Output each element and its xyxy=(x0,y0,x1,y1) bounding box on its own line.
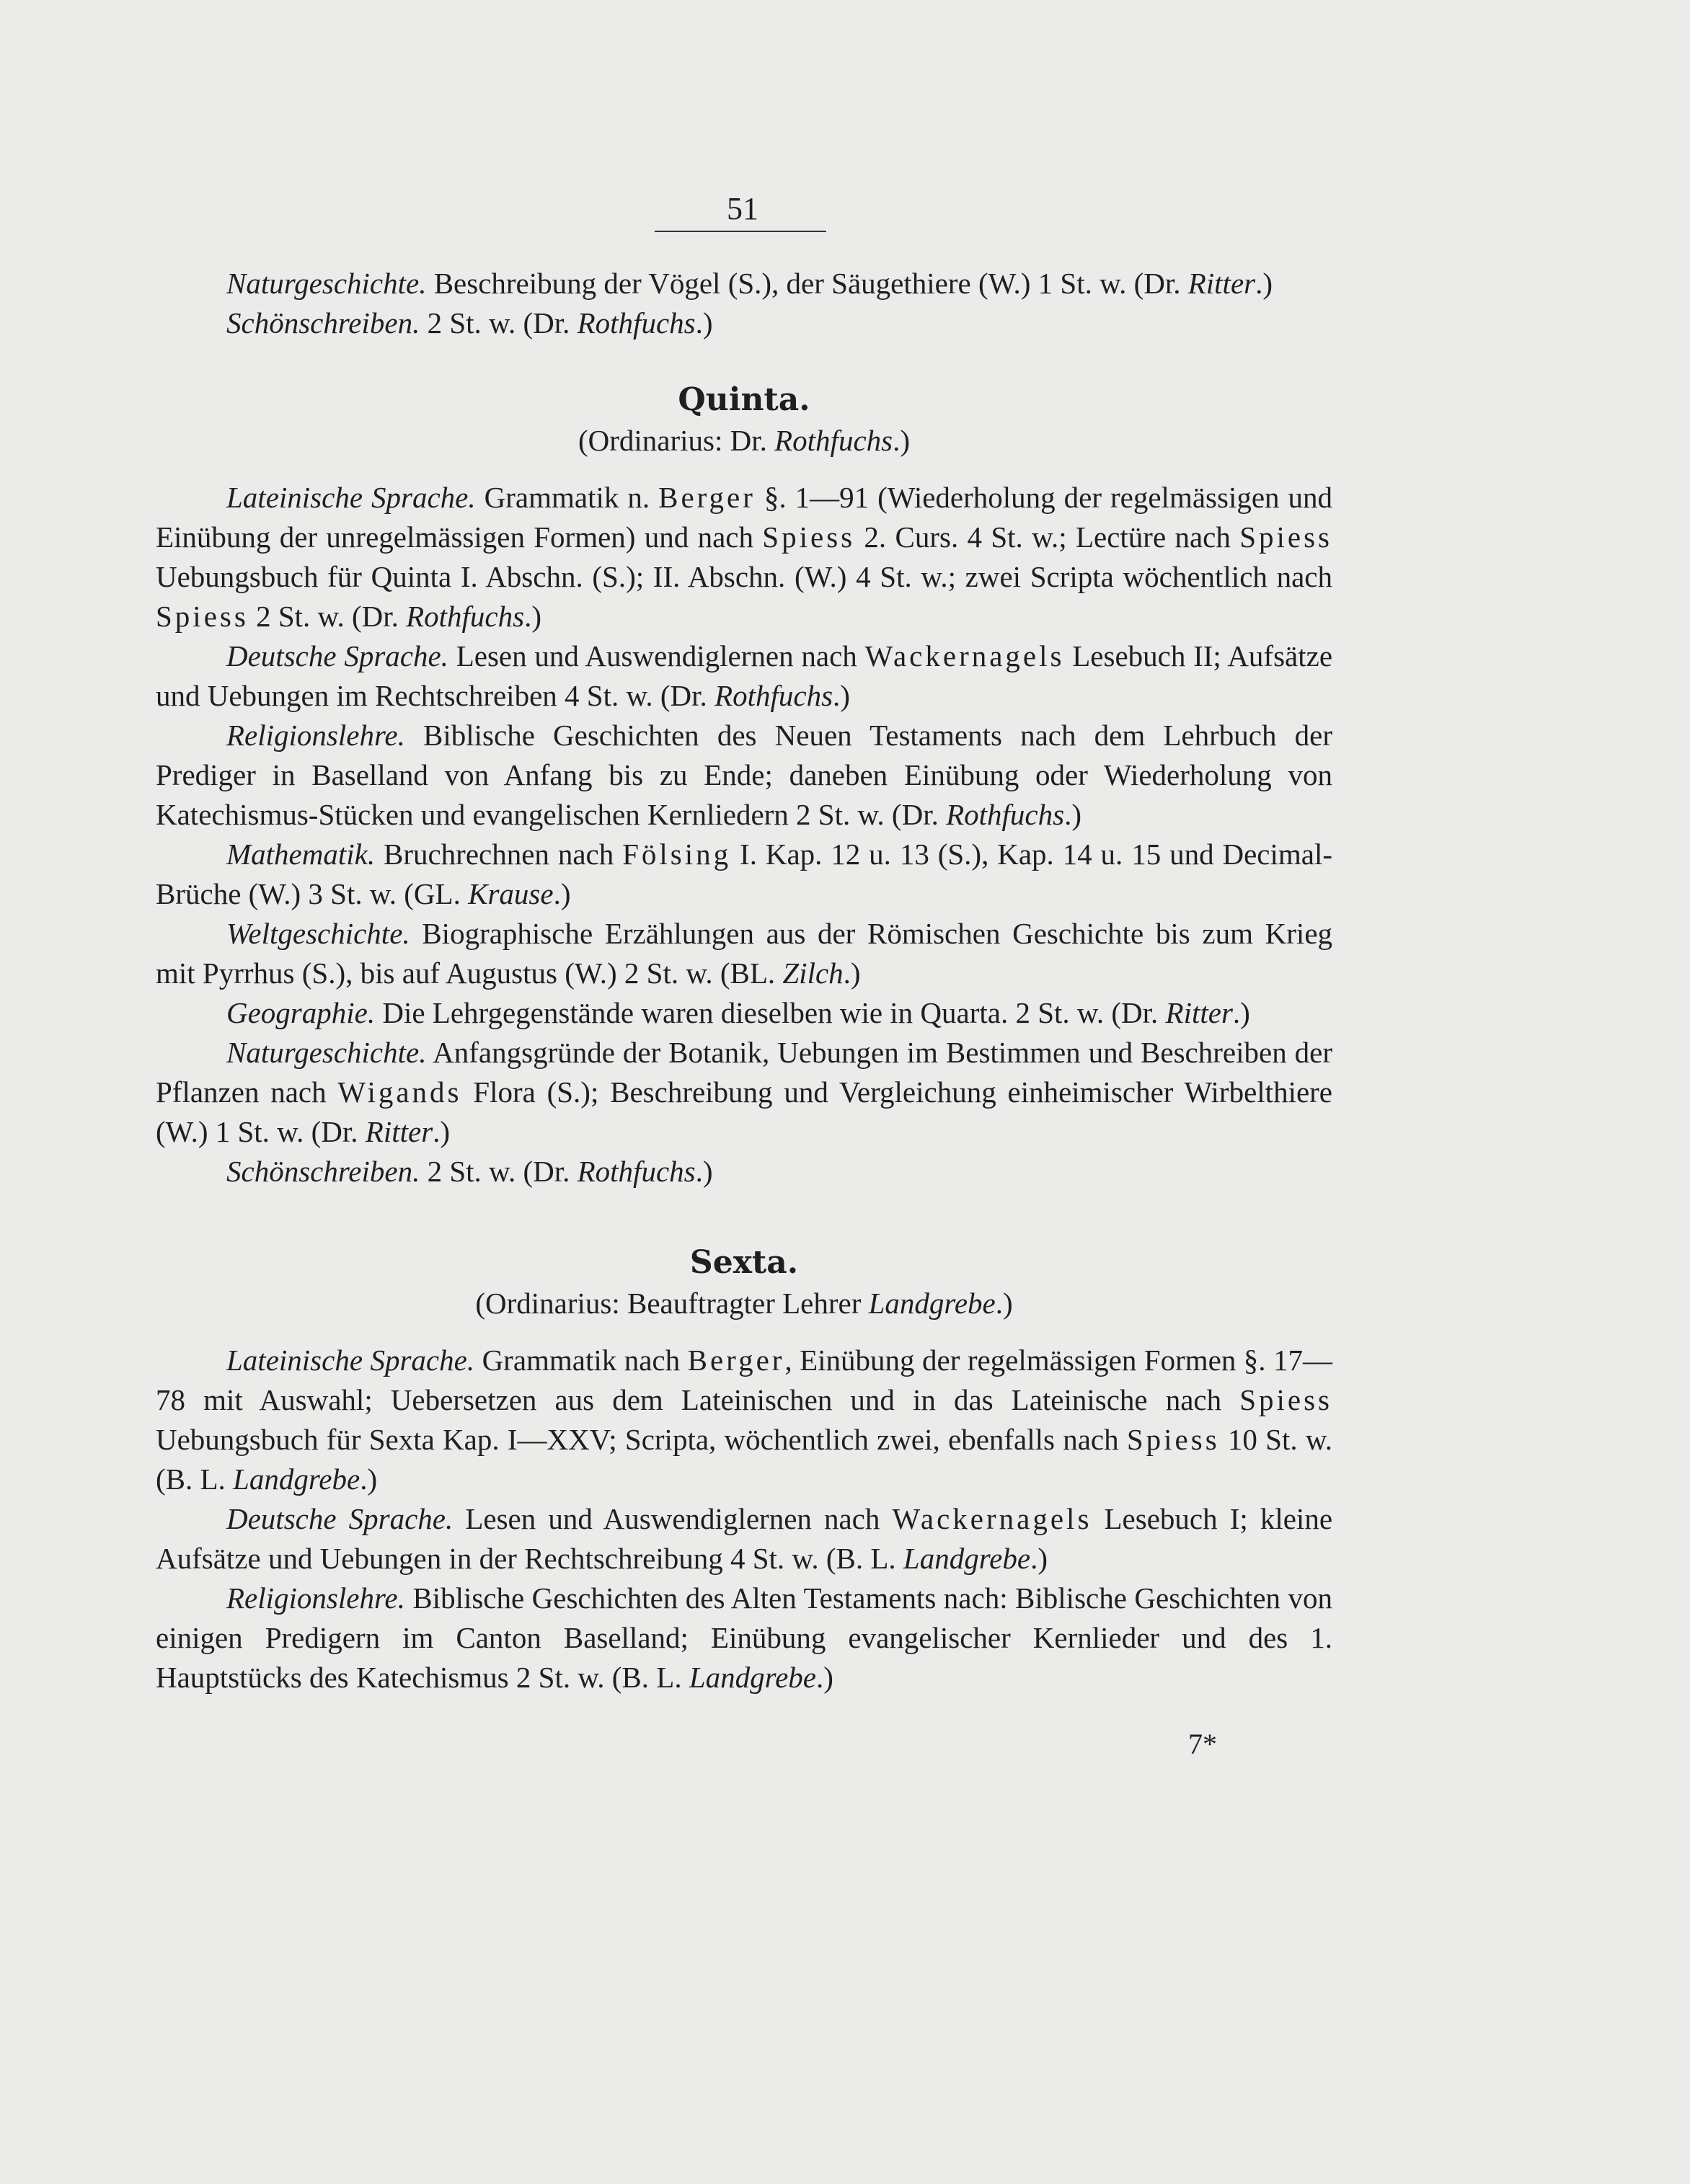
paragraph-deutsch-sexta: Deutsche Sprache. Lesen und Auswendiglernen nach Wackernagels Lesebuch I; kleine Aufsätze und Uebungen in der Rechtschreibung 4 St. w. (B. L. Landgrebe.) xyxy=(156,1502,1333,1575)
subject-label: Deutsche Sprache. xyxy=(226,1502,454,1535)
subject-label: Geographie. xyxy=(226,996,376,1029)
section-heading-sexta: Sexta. xyxy=(689,1244,799,1281)
subject-label: Lateinische Sprache. xyxy=(226,1344,475,1377)
paragraph-religion-sexta: Religionslehre. Biblische Geschichten des Alten Testaments nach: Biblische Geschichten von einigen Predigern im Canton Baselland; Einübung evangelischer Kernlieder und des 1. Hauptstücks des Katechismus 2 St. w. (B. L. Landgrebe.) xyxy=(156,1581,1333,1694)
subject-label: Lateinische Sprache. xyxy=(226,481,476,514)
paragraph-geographie-quinta: Geographie. Die Lehrgegenstände waren dieselben wie in Quarta. 2 St. w. (Dr. Ritter.) xyxy=(226,996,1250,1029)
page-number-rule xyxy=(655,231,826,232)
signature-mark: 7* xyxy=(1188,1728,1217,1760)
subject-label: Schönschreiben. xyxy=(226,1155,420,1188)
paragraph-weltgeschichte-quinta: Weltgeschichte. Biographische Erzählungen aus der Römischen Geschichte bis zum Krieg mit Pyrrhus (S.), bis auf Augustus (W.) 2 St. w. (BL. Zilch.) xyxy=(156,917,1333,990)
teacher-name: Landgrebe xyxy=(689,1661,816,1694)
teacher-name: Zilch xyxy=(782,956,844,990)
teacher-name: Rothfuchs xyxy=(577,306,696,339)
paragraph-naturgeschichte-quinta: Naturgeschichte. Anfangsgründe der Botanik, Uebungen im Bestimmen und Beschreiben der Pflanzen nach Wigands Flora (S.); Beschreibung und Vergleichung einheimischer Wirbelthiere (W.) 1 St. w. (Dr. Ritter.) xyxy=(156,1036,1333,1148)
teacher-name: Ritter xyxy=(1187,267,1256,300)
teacher-name: Landgrebe xyxy=(868,1287,996,1320)
ordinarius-sexta: (Ordinarius: Beauftragter Lehrer Landgrebe.) xyxy=(475,1287,1013,1320)
paragraph-deutsch-quinta: Deutsche Sprache. Lesen und Auswendiglernen nach Wackernagels Lesebuch II; Aufsätze und Uebungen im Rechtschreiben 4 St. w. (Dr. Rothfuchs.) xyxy=(156,639,1333,712)
subject-label: Weltgeschichte. xyxy=(226,917,410,950)
teacher-name: Ritter xyxy=(365,1115,433,1148)
subject-label: Naturgeschichte. xyxy=(226,267,427,300)
teacher-name: Rothfuchs xyxy=(774,424,893,457)
subject-label: Naturgeschichte. xyxy=(226,1036,427,1069)
bleed-through-margin xyxy=(1485,86,1673,519)
teacher-name: Rothfuchs xyxy=(406,600,525,633)
subject-label: Religionslehre. xyxy=(226,719,405,752)
subject-label: Mathematik. xyxy=(226,838,376,871)
teacher-name: Ritter xyxy=(1165,996,1233,1029)
page-number: 51 xyxy=(727,191,758,226)
section-heading-quinta: Quinta. xyxy=(678,381,810,418)
paragraph-schoenschreiben-quinta: Schönschreiben. 2 St. w. (Dr. Rothfuchs.) xyxy=(226,1155,713,1188)
teacher-name: Rothfuchs xyxy=(946,798,1065,831)
paragraph-mathematik-quinta: Mathematik. Bruchrechnen nach Fölsing I. Kap. 12 u. 13 (S.), Kap. 14 u. 15 und Decimal-Brüche (W.) 3 St. w. (GL. Krause.) xyxy=(156,838,1332,910)
subject-label: Schönschreiben. xyxy=(226,306,420,339)
paragraph-naturgeschichte-quarta: Naturgeschichte. Beschreibung der Vögel (S.), der Säugethiere (W.) 1 St. w. (Dr. Ritter.) xyxy=(226,267,1273,300)
paragraph-latein-quinta: Lateinische Sprache. Grammatik n. Berger §. 1—91 (Wiederholung der regelmässigen und Einübung der unregelmässigen Formen) und nach Spiess 2. Curs. 4 St. w.; Lectüre nach Spiess Uebungsbuch für Quinta I. Abschn. (S.); II. Abschn. (W.) 4 St. w.; zwei Scripta wöchentlich nach Spiess 2 St. w. (Dr. Rothfuchs.) xyxy=(156,481,1333,633)
paragraph-schoenschreiben-quarta: Schönschreiben. 2 St. w. (Dr. Rothfuchs.) xyxy=(226,306,713,339)
paragraph-latein-sexta: Lateinische Sprache. Grammatik nach Berger, Einübung der regelmässigen Formen §. 17—78 mit Auswahl; Uebersetzen aus dem Lateinischen und in das Lateinische nach Spiess Uebungsbuch für Sexta Kap. I—XXV; Scripta, wöchentlich zwei, ebenfalls nach Spiess 10 St. w. (B. L. Landgrebe.) xyxy=(156,1344,1333,1496)
top-continuation-block xyxy=(156,264,1332,1697)
teacher-name: Landgrebe xyxy=(903,1542,1031,1575)
teacher-name: Landgrebe xyxy=(233,1462,360,1496)
teacher-name: Rothfuchs xyxy=(715,679,833,712)
subject-label: Religionslehre. xyxy=(226,1581,405,1615)
paragraph-religion-quinta: Religionslehre. Biblische Geschichten des Neuen Testaments nach dem Lehrbuch der Prediger in Baselland von Anfang bis zu Ende; daneben Einübung oder Wiederholung von Katechismus-Stücken und evangelischen Kernliedern 2 St. w. (Dr. Rothfuchs.) xyxy=(156,719,1333,831)
ordinarius-quinta: (Ordinarius: Dr. Rothfuchs.) xyxy=(578,424,911,457)
teacher-name: Rothfuchs xyxy=(577,1155,696,1188)
teacher-name: Krause xyxy=(468,877,554,910)
subject-label: Deutsche Sprache. xyxy=(226,639,448,672)
